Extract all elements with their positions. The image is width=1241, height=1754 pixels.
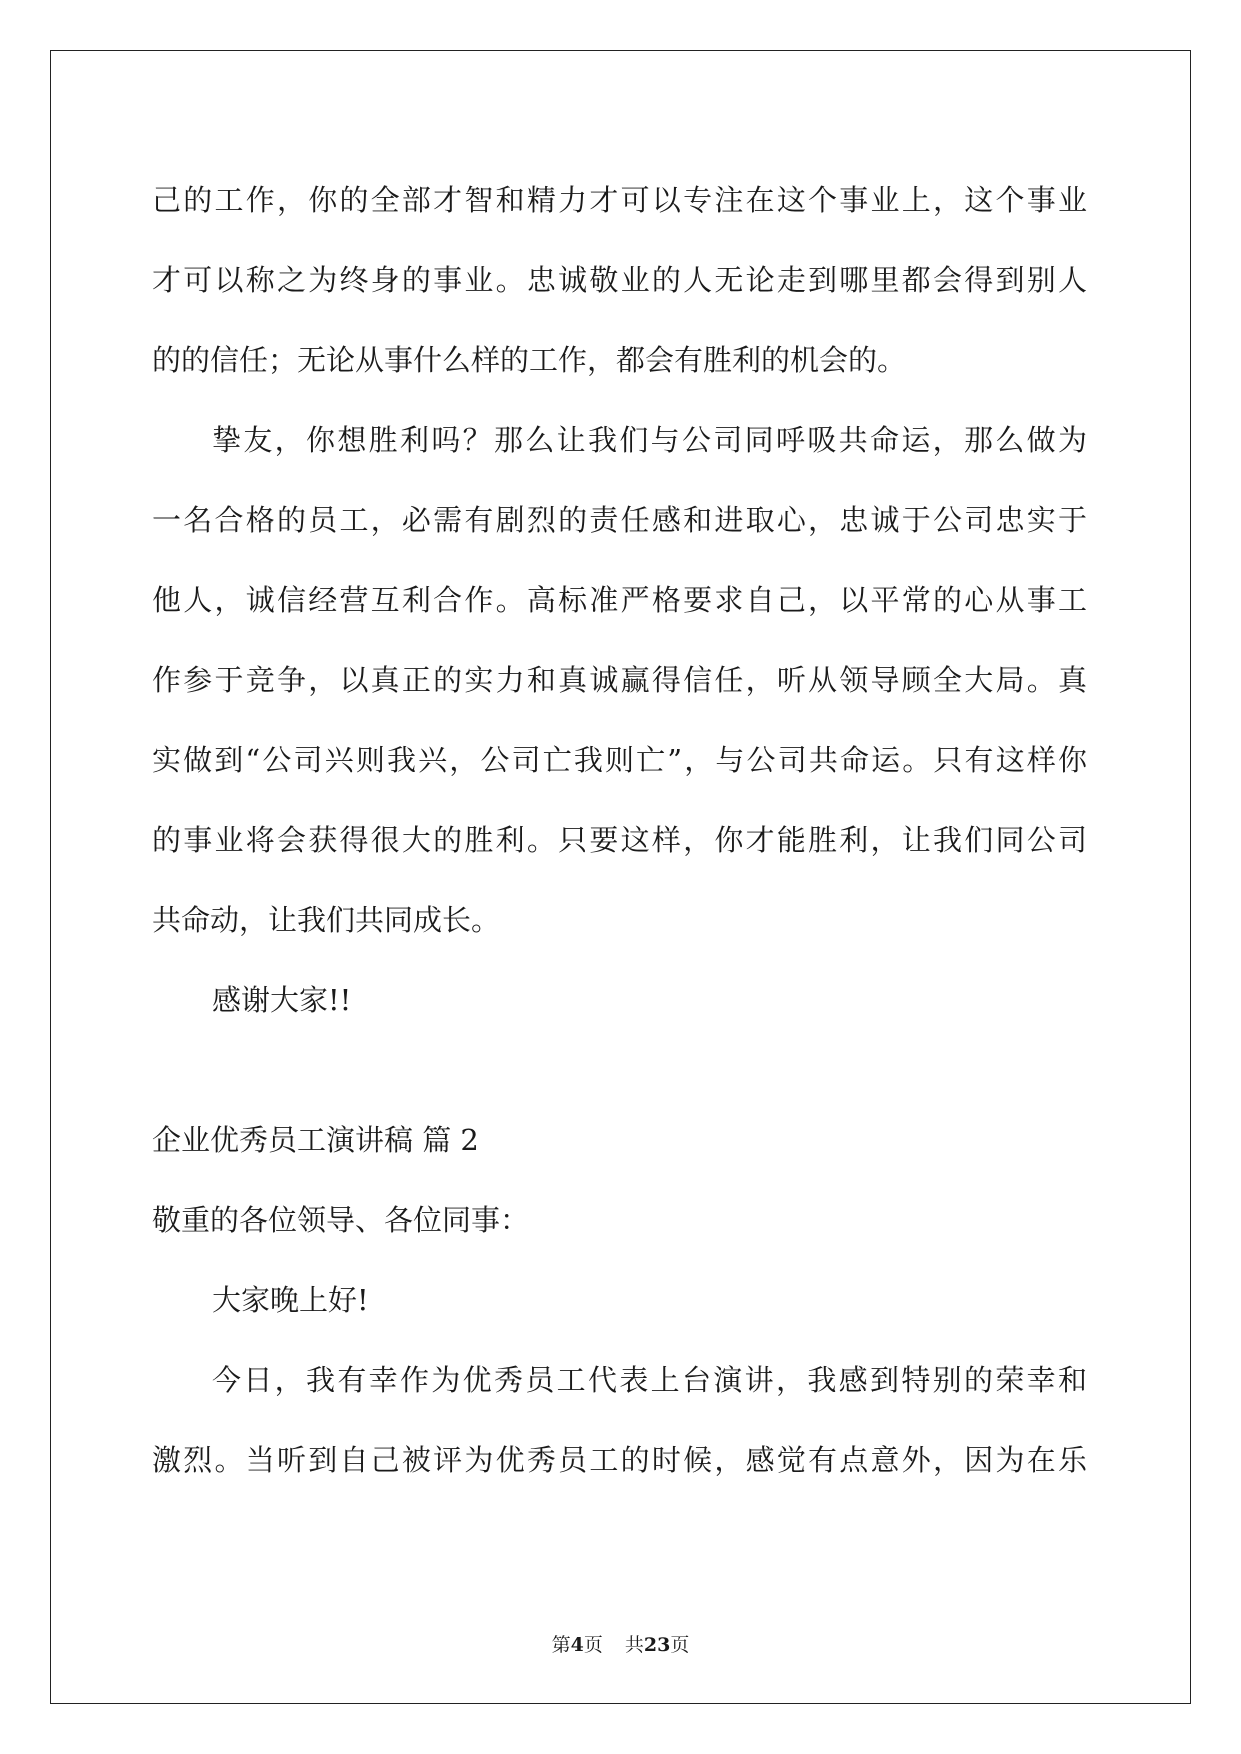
greeting: 大家晚上好! bbox=[212, 1283, 369, 1317]
paragraph-line: 实做到“公司兴则我兴，公司亡我则亡”，与公司共命运。只有这样你 bbox=[152, 743, 1087, 777]
page-footer bbox=[0, 1630, 1241, 1657]
footer-total-prefix: 共 bbox=[624, 1634, 644, 1656]
paragraph-line: 共命动，让我们共同成长。 bbox=[152, 903, 501, 937]
total-pages-number: 23 bbox=[643, 1634, 671, 1656]
paragraph-line: 的事业将会获得很大的胜利。只要这样，你才能胜利，让我们同公司 bbox=[152, 823, 1087, 857]
section-title: 企业优秀员工演讲稿 篇 2 bbox=[152, 1123, 479, 1157]
footer-page-word: 页 bbox=[583, 1634, 603, 1656]
footer-total-suffix: 页 bbox=[670, 1634, 690, 1656]
paragraph-line: 一名合格的员工，必需有剧烈的责任感和进取心，忠诚于公司忠实于 bbox=[152, 503, 1087, 537]
salutation: 敬重的各位领导、各位同事： bbox=[152, 1203, 530, 1237]
document-body bbox=[152, 160, 1087, 1500]
paragraph-line: 才可以称之为终身的事业。忠诚敬业的人无论走到哪里都会得到别人 bbox=[152, 263, 1087, 297]
paragraph-line: 他人，诚信经营互利合作。高标准严格要求自己，以平常的心从事工 bbox=[152, 583, 1087, 617]
paragraph-line: 今日，我有幸作为优秀员工代表上台演讲，我感到特别的荣幸和 bbox=[212, 1363, 1087, 1397]
footer-prefix: 第 bbox=[551, 1634, 571, 1656]
paragraph-line: 激烈。当听到自己被评为优秀员工的时候，感觉有点意外，因为在乐 bbox=[152, 1443, 1087, 1477]
current-page-number: 4 bbox=[570, 1634, 584, 1656]
paragraph-line: 作参于竞争，以真正的实力和真诚赢得信任，听从领导顾全大局。真 bbox=[152, 663, 1087, 697]
paragraph-line: 挚友，你想胜利吗？那么让我们与公司同呼吸共命运，那么做为 bbox=[212, 423, 1087, 457]
section-gap bbox=[152, 1040, 1087, 1100]
thanks-line: 感谢大家!! bbox=[212, 983, 352, 1017]
paragraph-line: 己的工作，你的全部才智和精力才可以专注在这个事业上，这个事业 bbox=[152, 183, 1087, 217]
paragraph-line: 的的信任；无论从事什么样的工作，都会有胜利的机会的。 bbox=[152, 343, 907, 377]
